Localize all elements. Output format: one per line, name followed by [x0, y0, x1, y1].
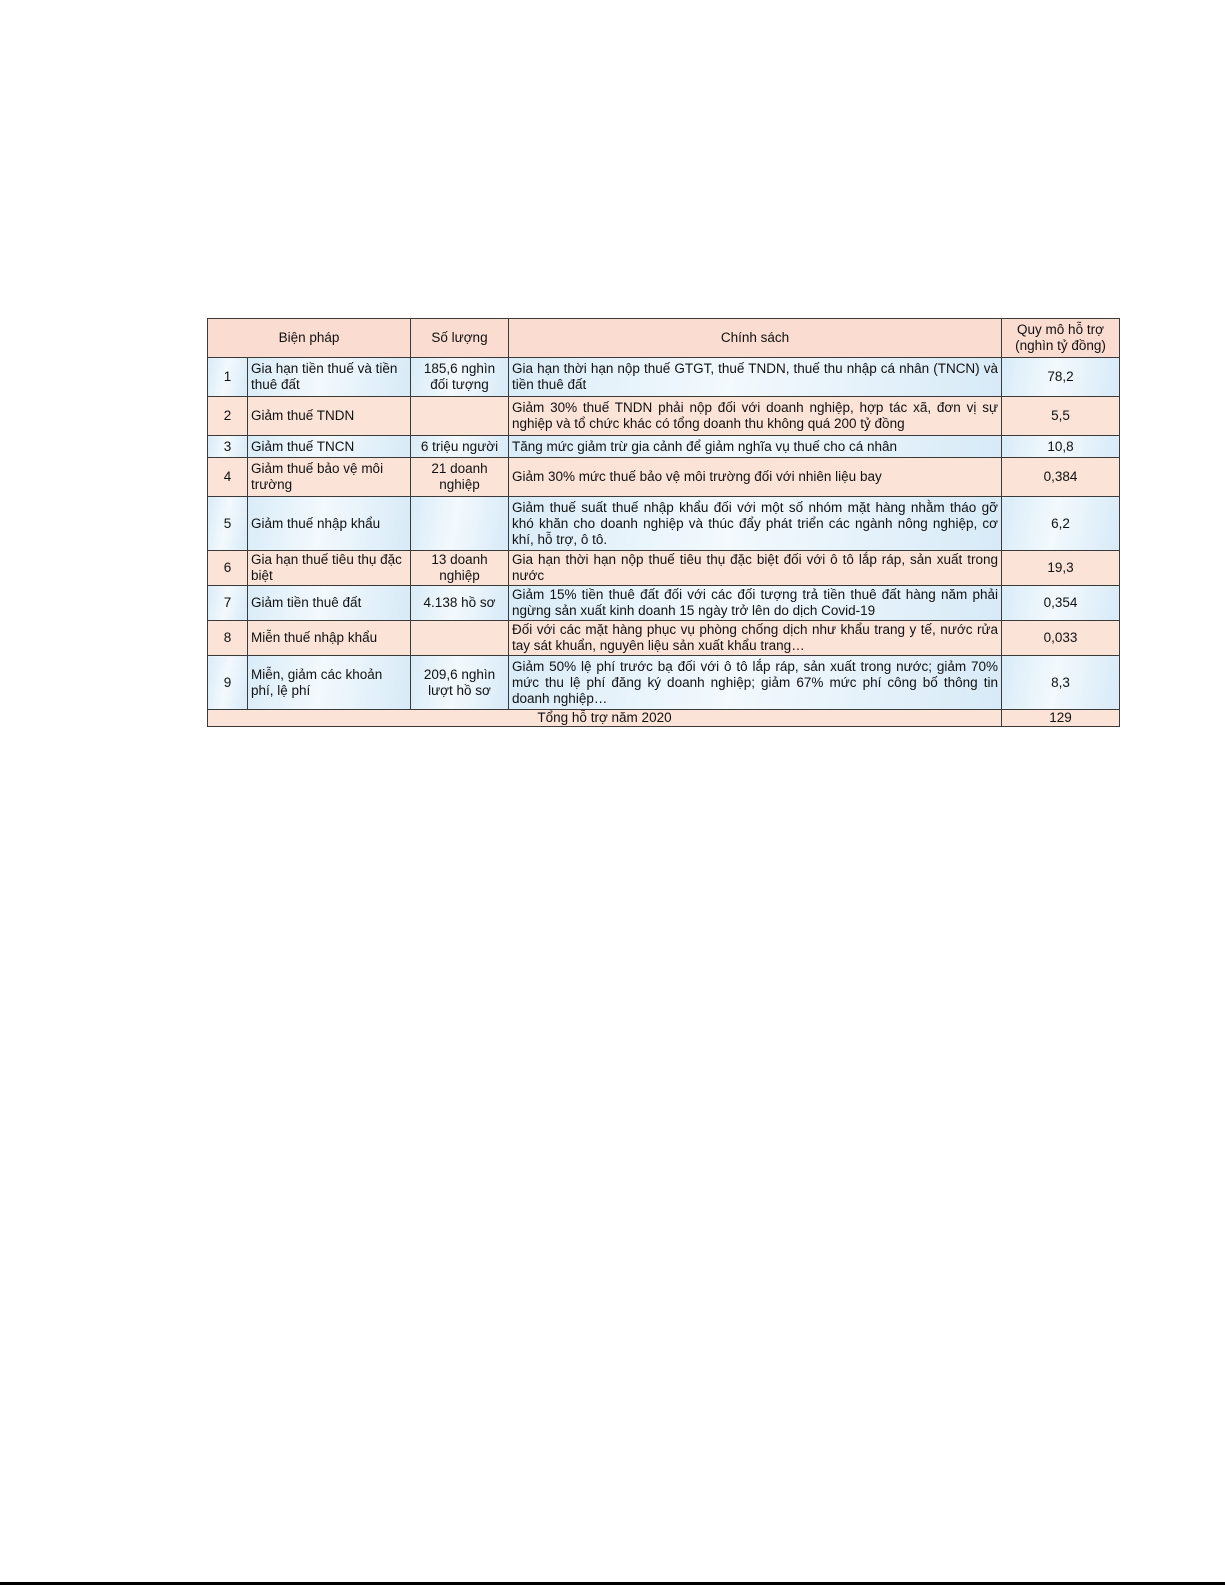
row-number: 5 — [208, 497, 248, 551]
row-measure: Miễn thuế nhập khẩu — [248, 621, 411, 656]
row-number: 6 — [208, 551, 248, 586]
table-header-row — [208, 319, 1120, 358]
total-label: Tổng hỗ trợ năm 2020 — [208, 710, 1002, 727]
table-row — [208, 551, 1120, 586]
row-policy: Gia hạn thời hạn nộp thuế GTGT, thuế TNDN, thuế thu nhập cá nhân (TNCN) và tiền thuê đất — [509, 358, 1002, 397]
row-number: 1 — [208, 358, 248, 397]
row-policy: Giảm 50% lệ phí trước bạ đối với ô tô lắp ráp, sản xuất trong nước; giảm 70% mức thu lệ phí đăng ký doanh nghiệp; giảm 67% mức phí công bố thông tin doanh nghiệp… — [509, 656, 1002, 710]
row-scale: 0,033 — [1002, 621, 1120, 656]
row-number: 4 — [208, 458, 248, 497]
table-row — [208, 397, 1120, 436]
row-scale: 78,2 — [1002, 358, 1120, 397]
row-scale: 5,5 — [1002, 397, 1120, 436]
row-scale: 0,354 — [1002, 586, 1120, 621]
row-number: 7 — [208, 586, 248, 621]
row-quantity — [411, 497, 509, 551]
table-row — [208, 436, 1120, 458]
header-scale: Quy mô hỗ trợ (nghìn tỷ đồng) — [1002, 319, 1120, 358]
row-quantity: 185,6 nghìn đối tượng — [411, 358, 509, 397]
table-row — [208, 497, 1120, 551]
row-scale: 0,384 — [1002, 458, 1120, 497]
total-value: 129 — [1002, 710, 1120, 727]
row-policy: Giảm 30% mức thuế bảo vệ môi trường đối với nhiên liệu bay — [509, 458, 1002, 497]
row-scale: 8,3 — [1002, 656, 1120, 710]
table-row — [208, 458, 1120, 497]
row-number: 8 — [208, 621, 248, 656]
table-row — [208, 586, 1120, 621]
row-quantity: 13 doanh nghiệp — [411, 551, 509, 586]
row-scale: 19,3 — [1002, 551, 1120, 586]
row-measure: Gia hạn tiền thuế và tiền thuê đất — [248, 358, 411, 397]
row-quantity — [411, 397, 509, 436]
row-measure: Giảm thuế bảo vệ môi trường — [248, 458, 411, 497]
row-measure: Giảm tiền thuê đất — [248, 586, 411, 621]
row-quantity: 209,6 nghìn lượt hồ sơ — [411, 656, 509, 710]
row-policy: Giảm 30% thuế TNDN phải nộp đối với doanh nghiệp, hợp tác xã, đơn vị sự nghiệp và tổ chức khác có tổng doanh thu không quá 200 tỷ đồng — [509, 397, 1002, 436]
row-number: 2 — [208, 397, 248, 436]
row-quantity: 4.138 hồ sơ — [411, 586, 509, 621]
row-scale: 10,8 — [1002, 436, 1120, 458]
header-policy: Chính sách — [509, 319, 1002, 358]
table-row — [208, 656, 1120, 710]
table-row — [208, 358, 1120, 397]
row-scale: 6,2 — [1002, 497, 1120, 551]
header-measure: Biện pháp — [208, 319, 411, 358]
row-number: 3 — [208, 436, 248, 458]
row-policy: Giảm thuế suất thuế nhập khẩu đối với một số nhóm mặt hàng nhằm tháo gỡ khó khăn cho doanh nghiệp và thúc đẩy phát triển các ngành nông nghiệp, cơ khí, hỗ trợ, ô tô. — [509, 497, 1002, 551]
table-total-row — [208, 710, 1120, 727]
row-measure: Gia hạn thuế tiêu thụ đặc biệt — [248, 551, 411, 586]
header-quantity: Số lượng — [411, 319, 509, 358]
row-quantity — [411, 621, 509, 656]
row-measure: Miễn, giảm các khoản phí, lệ phí — [248, 656, 411, 710]
tax-support-table — [207, 318, 1120, 727]
row-measure: Giảm thuế TNCN — [248, 436, 411, 458]
row-quantity: 6 triệu người — [411, 436, 509, 458]
row-measure: Giảm thuế TNDN — [248, 397, 411, 436]
tax-support-table-container — [207, 318, 1119, 727]
row-policy: Giảm 15% tiền thuê đất đối với các đối tượng trả tiền thuê đất hàng năm phải ngừng sản xuất kinh doanh 15 ngày trở lên do dịch Covid-19 — [509, 586, 1002, 621]
row-policy: Gia hạn thời hạn nộp thuế tiêu thụ đặc biệt đối với ô tô lắp ráp, sản xuất trong nước — [509, 551, 1002, 586]
row-number: 9 — [208, 656, 248, 710]
row-quantity: 21 doanh nghiệp — [411, 458, 509, 497]
table-row — [208, 621, 1120, 656]
row-measure: Giảm thuế nhập khẩu — [248, 497, 411, 551]
row-policy: Đối với các mặt hàng phục vụ phòng chống dịch như khẩu trang y tế, nước rửa tay sát khuẩn, nguyên liệu sản xuất khẩu trang… — [509, 621, 1002, 656]
row-policy: Tăng mức giảm trừ gia cảnh để giảm nghĩa vụ thuế cho cá nhân — [509, 436, 1002, 458]
